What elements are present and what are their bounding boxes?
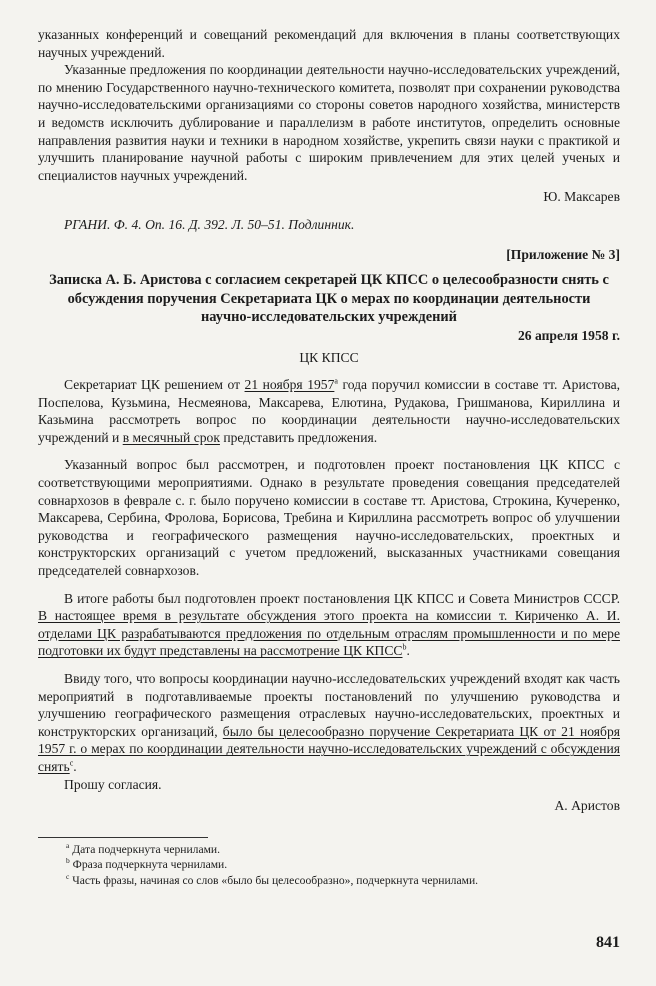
underlined-date: 21 ноября 1957 xyxy=(244,377,335,393)
footnote-a: $^a$ Дата подчеркнута чернилами. xyxy=(66,840,221,856)
underlined-phrase: В настоящее время в результате обсуждения этого проекта на комиссии т. Кириченко А. И. отделами ЦК разрабатываются предложения по отдельным отраслям промышленности и по мере подготовки их будут представлены на рассмотрение ЦК КПСС xyxy=(38,608,620,659)
footnote-mark-b: b xyxy=(402,642,407,652)
underlined-deadline: в месячный срок xyxy=(122,429,220,445)
addressee: ЦК КПСС xyxy=(299,349,359,365)
archive-source: РГАНИ. Ф. 4. Оп. 16. Д. 392. Л. 50–51. Подлинник. xyxy=(64,216,355,232)
footnote-b: $^b$ Фраза подчеркнута чернилами. xyxy=(66,856,228,872)
paragraph-proposals: Указанные предложения по координации деятельности научно-исследовательских учреждений, по мнению Государственного научно-технического комитета, позволят при сохранении руководства научно-исследовательскими организациями со стороны советов народного хозяйства, министерств и ведомств исключить дублирование и параллелизм в работе институтов, определить основные направления развития науки и техники в народном хозяйстве, укрепить связи науки с практикой и улучшить планирование научной работы с широким привлечением для этих целей ученых и специалистов научных учреждений. xyxy=(38,62,620,183)
footnote-mark-a: a xyxy=(334,376,338,386)
appendix-label: [Приложение № 3] xyxy=(506,246,620,262)
paragraph-2: Указанный вопрос был рассмотрен, и подготовлен проект постановления ЦК КПСС с соответствующими мероприятиями. Однако в результате проведения совещания председателей совнархозов в феврале с. г. было поручено комиссии в составе тт. Аристова, Строкина, Кучеренко, Максарева, Сербина, Фролова, Борисова, Требина и Кириллина рассмотреть вопрос об улучшении руководства и географического размещения научно-исследовательских, проектных и конструкторских организаций с учетом предложений, высказанных участниками совещания председателей совнархозов. xyxy=(38,457,620,579)
footnote-mark-c: c xyxy=(69,758,74,768)
document-title: Записка А. Б. Аристова с согласием секретарей ЦК КПСС о целесообразности снять с обсуждения поручения Секретариата ЦК о мерах по координации деятельности научно-исследовательских учреждений xyxy=(49,272,609,326)
document-date: 26 апреля 1958 г. xyxy=(517,327,620,343)
signature-aristov: А. Аристов xyxy=(554,798,620,814)
paragraph-1: Секретариат ЦК решением от 21 ноября 1957$^a$ года поручил комиссии в составе тт. Аристова, Поспелова, Кузьмина, Несмеянова, Максарева, Елютина, Рудакова, Гришманова, Кириллина и Казьмина рассмотреть вопрос по координации деятельности научно-исследовательских учреждений и в месячный срок представить предложения. xyxy=(38,376,621,445)
signature-maksarev: Ю. Максарев xyxy=(543,189,620,205)
paragraph-4: Ввиду того, что вопросы координации научно-исследовательских учреждений входят как часть мероприятий в подготавливаемые проекты постановлений по улучшению руководства и улучшению географического размещения отраслевых научно-исследовательских, проектных и конструкторских организаций, было бы целесообразно поручение Секретариата ЦК от 21 ноября 1957 г. о мерах по координации деятельности научно-исследовательских учреждений с обсуждения снять$^c$. xyxy=(38,671,620,774)
footnote-c: $^c$ Часть фразы, начиная со слов «было бы целесообразно», подчеркнута чернилами. xyxy=(66,871,479,887)
paragraph-continuation: указанных конференций и совещаний рекомендаций для включения в планы соответствующих научных учреждений. xyxy=(38,27,620,60)
underlined-proposal: было бы целесообразно поручение Секретариата ЦК от 21 ноября 1957 г. о мерах по координации деятельности научно-исследовательских учреждений с обсуждения снять xyxy=(38,723,620,774)
footnote-divider xyxy=(38,837,208,838)
paragraph-request: Прошу согласия. xyxy=(64,776,162,792)
page-number: 841 xyxy=(596,934,620,951)
paragraph-3: В итоге работы был подготовлен проект постановления ЦК КПСС и Совета Министров СССР. В настоящее время в результате обсуждения этого проекта на комиссии т. Кириченко А. И. отделами ЦК разрабатываются предложения по отдельным отраслям промышленности и по мере подготовки их будут представлены на рассмотрение ЦК КПСС$^b$. xyxy=(38,590,620,659)
